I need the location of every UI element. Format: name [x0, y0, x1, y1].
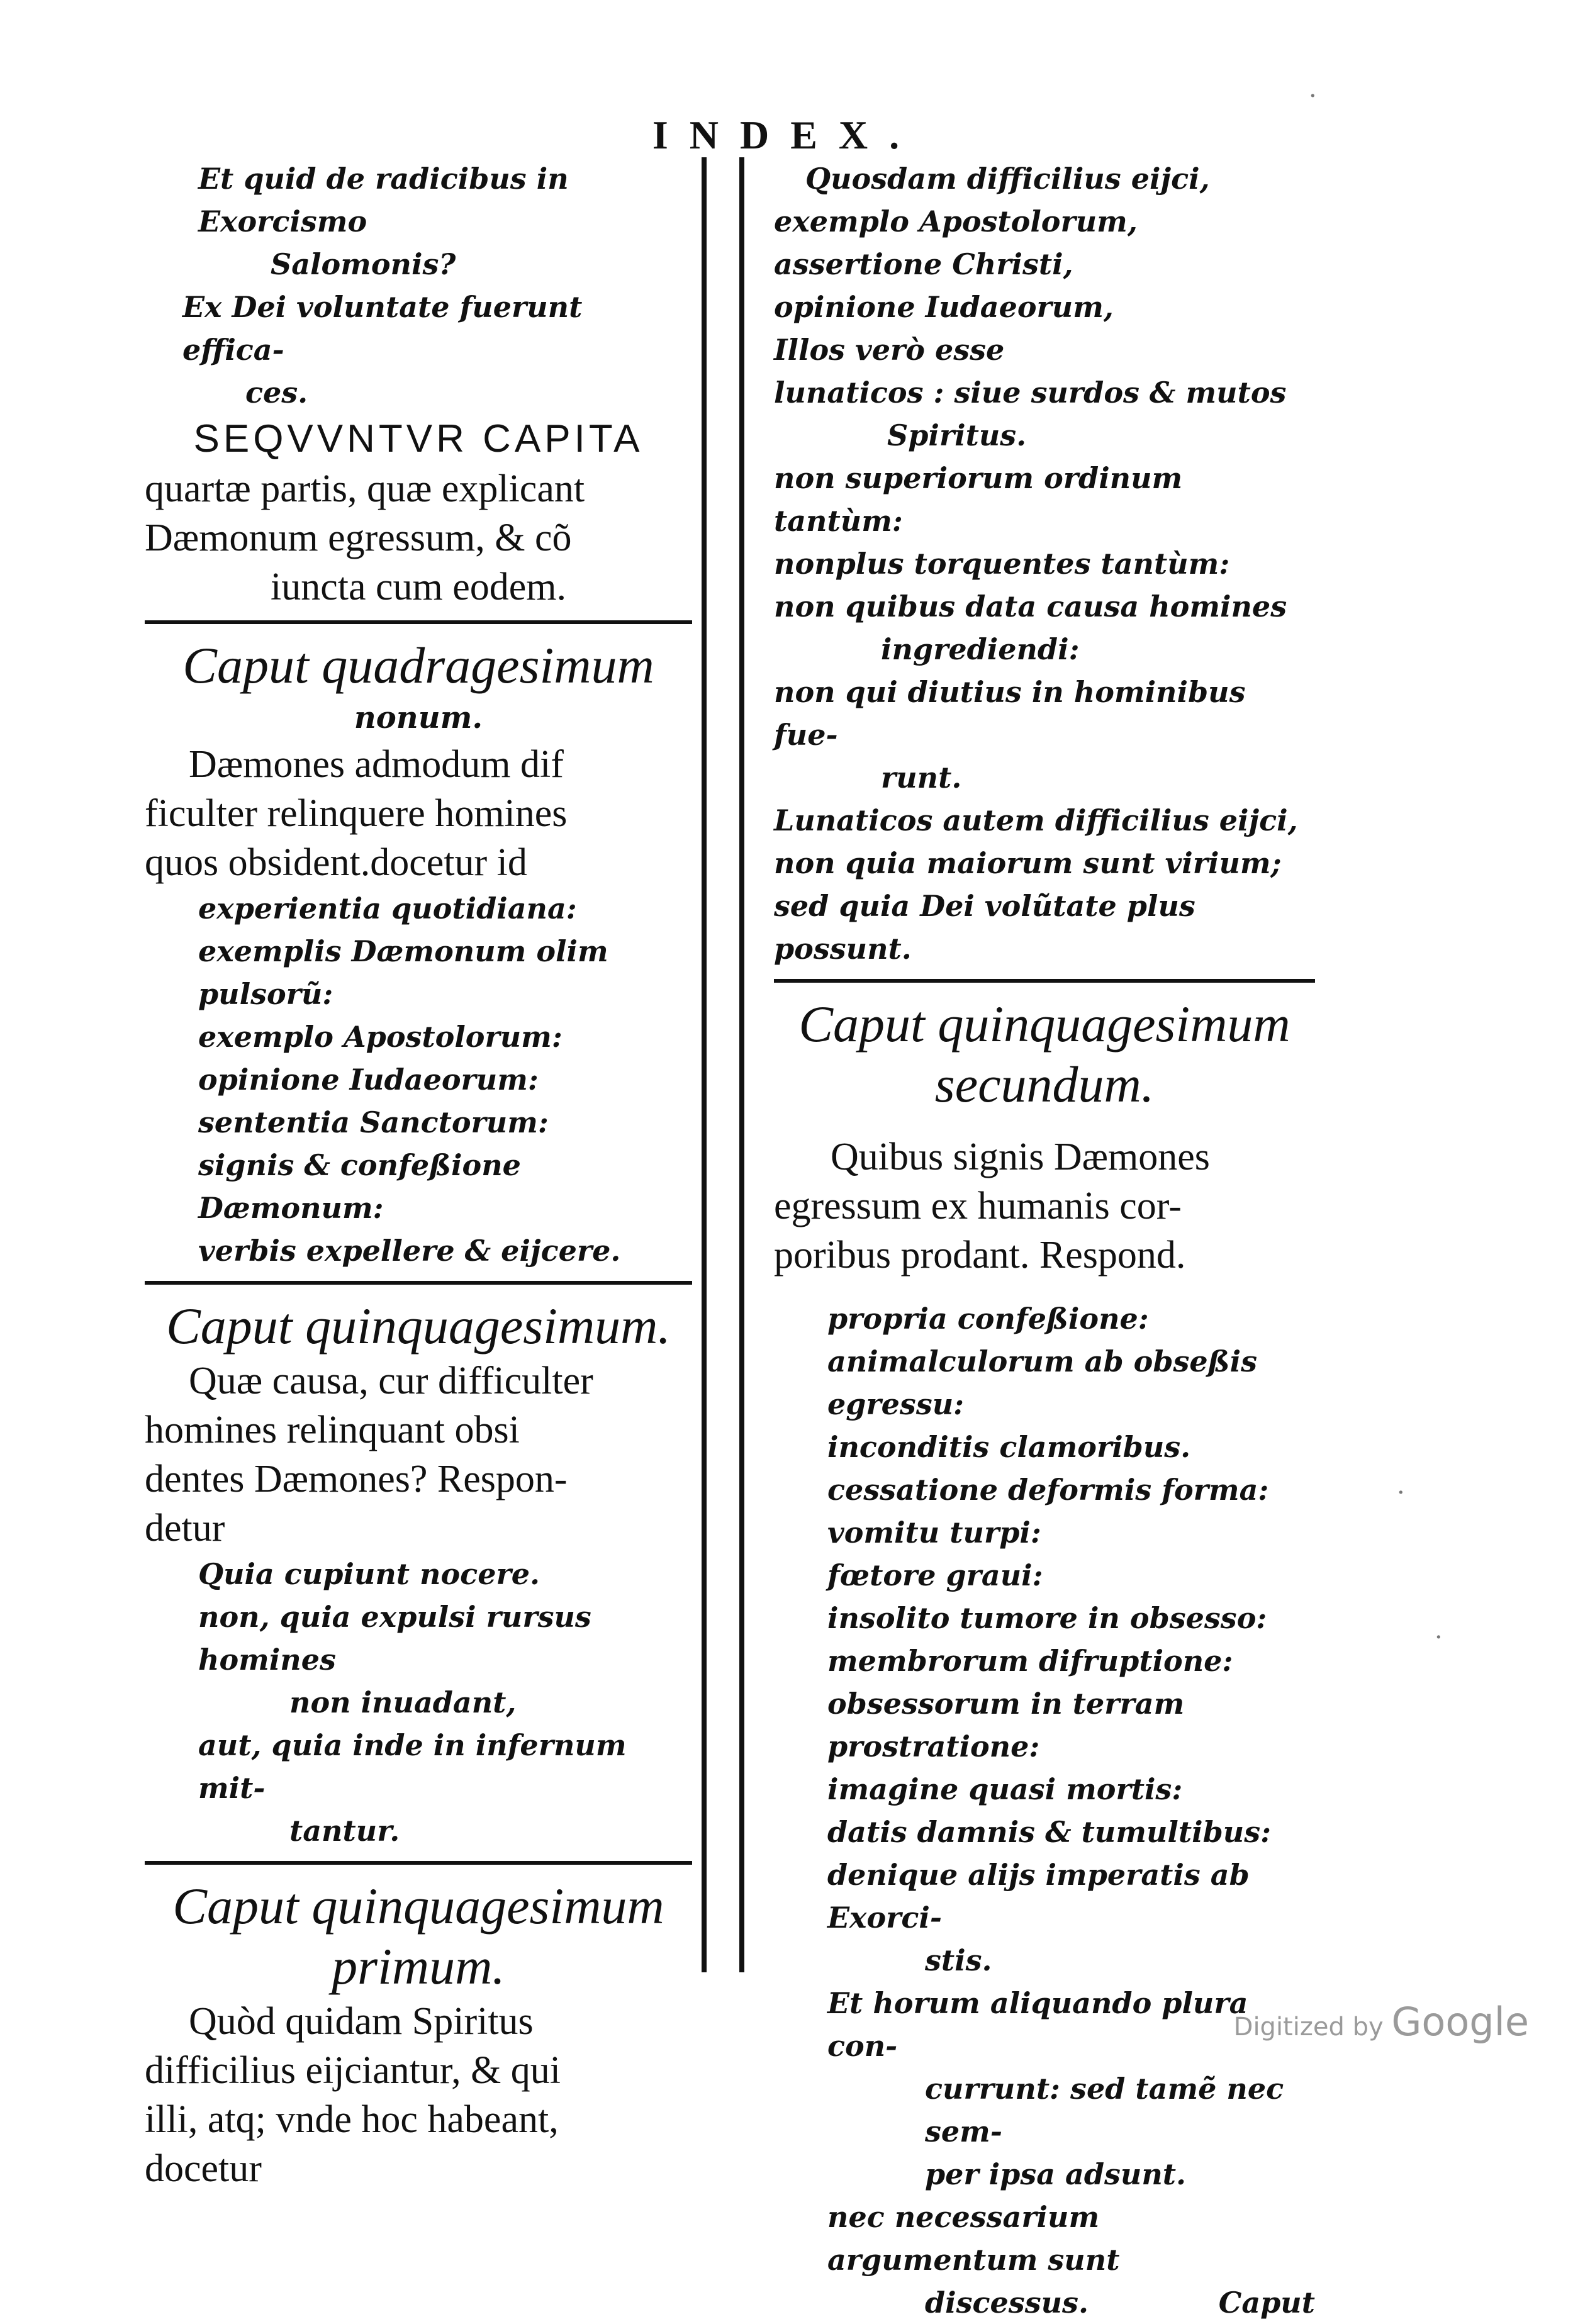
index-item-continuation: per ipsa adsunt.	[925, 2157, 1187, 2191]
section-text: Dæmonum egressum, & cõ	[145, 517, 572, 559]
chapter-description: Dæmones admodum dif	[189, 743, 564, 786]
index-item: exemplo Apostolorum:	[198, 1020, 563, 1054]
chapter-description: homines relinquant obsi	[145, 1409, 520, 1451]
index-line: Salomonis?	[271, 247, 456, 281]
index-item-continuation: tantur.	[289, 1814, 400, 1848]
index-line: non quia maiorum sunt virium;	[774, 846, 1282, 880]
index-item: imagine quasi mortis:	[827, 1772, 1183, 1806]
index-line: ces.	[245, 376, 308, 410]
section-text: quartæ partis, quæ explicant	[145, 467, 585, 510]
index-line: Ex Dei voluntate fuerunt effica-	[182, 290, 583, 367]
chapter-title: Caput quadragesimum	[182, 637, 654, 694]
chapter-description: egressum ex humanis cor-	[774, 1185, 1182, 1227]
index-line: exemplo Apostolorum,	[774, 204, 1138, 238]
section-text: iuncta cum eodem.	[271, 566, 566, 608]
index-line-continuation: runt.	[881, 761, 962, 795]
index-line: opinione Iudaeorum,	[774, 290, 1114, 324]
index-line: non qui diutius in hominibus fue-	[774, 675, 1246, 752]
page-header: INDEX.	[652, 113, 921, 157]
chapter-title: Caput quinquagesimum.	[166, 1297, 671, 1355]
index-item: Quia cupiunt nocere.	[198, 1557, 540, 1591]
section-heading: SEQVVNTVR CAPITA	[193, 417, 644, 461]
index-line-continuation: Spiritus.	[887, 418, 1027, 452]
index-line: Quosdam difficilius eijci,	[805, 162, 1210, 196]
watermark-prefix: Digitized by	[1233, 2013, 1384, 2042]
chapter-description: Quibus signis Dæmones	[831, 1136, 1210, 1178]
index-line: Illos verò esse	[774, 333, 1005, 367]
divider-rule	[145, 1861, 692, 1865]
divider-rule	[774, 979, 1315, 983]
left-column	[145, 157, 692, 2193]
index-line: lunaticos : siue surdos & mutos	[774, 376, 1287, 410]
chapter-description: Quæ causa, cur difficulter	[189, 1360, 593, 1402]
index-item: aut, quia inde in infernum mit-	[198, 1728, 627, 1805]
chapter-description: Quòd quidam Spiritus	[189, 2000, 534, 2043]
index-item: vomitu turpi:	[827, 1516, 1041, 1550]
index-last-line	[774, 2281, 1315, 2324]
index-item-continuation: discessus.	[925, 2286, 1089, 2320]
index-line: Et quid de radicibus in Exorcismo	[198, 162, 569, 238]
chapter-description: docetur	[145, 2147, 262, 2190]
divider-rule	[145, 1281, 692, 1285]
index-line: assertione Christi,	[774, 247, 1073, 281]
index-item: sententia Sanctorum:	[198, 1105, 549, 1139]
column-divider-right	[739, 157, 744, 1972]
chapter-title: Caput quinquagesimum	[798, 995, 1290, 1053]
chapter-description: difficilius eijciantur, & qui	[145, 2049, 561, 2092]
index-item: fœtore graui:	[827, 1558, 1043, 1592]
digitized-watermark	[1234, 1999, 1529, 2045]
index-item: non, quia expulsi rursus homines	[198, 1600, 591, 1677]
chapter-description: poribus prodant. Respond.	[774, 1234, 1186, 1277]
index-item: datis damnis & tumultibus:	[827, 1815, 1272, 1849]
index-line: nonplus torquentes tantùm:	[774, 547, 1230, 581]
index-item-continuation: non inuadant,	[289, 1685, 517, 1719]
index-item: cessatione deformis forma:	[827, 1473, 1269, 1507]
index-item: opinione Iudaeorum:	[198, 1063, 539, 1097]
index-item: experientia quotidiana:	[198, 891, 577, 925]
watermark-brand: Google	[1391, 1999, 1529, 2045]
chapter-description: ficulter relinquere homines	[145, 792, 568, 835]
index-item: insolito tumore in obsesso:	[827, 1601, 1267, 1635]
chapter-description: dentes Dæmones? Respon-	[145, 1458, 568, 1500]
chapter-title: Caput quinquagesimum	[172, 1877, 664, 1935]
index-item: nec necessarium argumentum sunt	[827, 2200, 1120, 2277]
index-item: obsessorum in terram prostratione:	[827, 1687, 1185, 1763]
page-speck: ·	[1309, 82, 1317, 111]
index-item: exemplis Dæmonum olim pulsorũ:	[198, 934, 608, 1011]
index-item: denique alijs imperatis ab Exorci-	[827, 1858, 1250, 1935]
index-item: membrorum difruptione:	[827, 1644, 1233, 1678]
chapter-subtitle: primum.	[332, 1938, 505, 1995]
index-item: Et horum aliquando plura con-	[827, 1986, 1248, 2063]
index-item-continuation: stis.	[925, 1943, 992, 1977]
index-line: sed quia Dei volũtate plus possunt.	[774, 889, 1195, 966]
index-item-continuation: currunt: sed tamẽ nec sem-	[925, 2072, 1284, 2148]
page-speck: ·	[1435, 1623, 1443, 1652]
chapter-subtitle: nonum.	[354, 700, 483, 735]
column-divider-left	[702, 157, 707, 1972]
index-item: verbis expellere & eijcere.	[198, 1234, 621, 1268]
index-line: non quibus data causa homines	[774, 589, 1287, 623]
index-item: animalculorum ab obseßis egressu:	[827, 1344, 1257, 1421]
chapter-description: detur	[145, 1507, 225, 1550]
page-speck: ·	[1397, 1478, 1405, 1507]
index-item: signis & confeßione Dæmonum:	[198, 1148, 521, 1225]
index-line: non superiorum ordinum tantùm:	[774, 461, 1183, 538]
chapter-subtitle: secundum.	[934, 1056, 1155, 1113]
chapter-description: illi, atq; vnde hoc habeant,	[145, 2098, 559, 2141]
index-line-continuation: ingrediendi:	[881, 632, 1080, 666]
divider-rule	[145, 620, 692, 624]
catchword: Caput	[1218, 2286, 1315, 2320]
index-item: inconditis clamoribus.	[827, 1430, 1191, 1464]
index-item: propria confeßione:	[827, 1302, 1149, 1336]
chapter-description: quos obsident.docetur id	[145, 841, 527, 884]
index-line: Lunaticos autem difficilius eijci,	[774, 803, 1298, 837]
